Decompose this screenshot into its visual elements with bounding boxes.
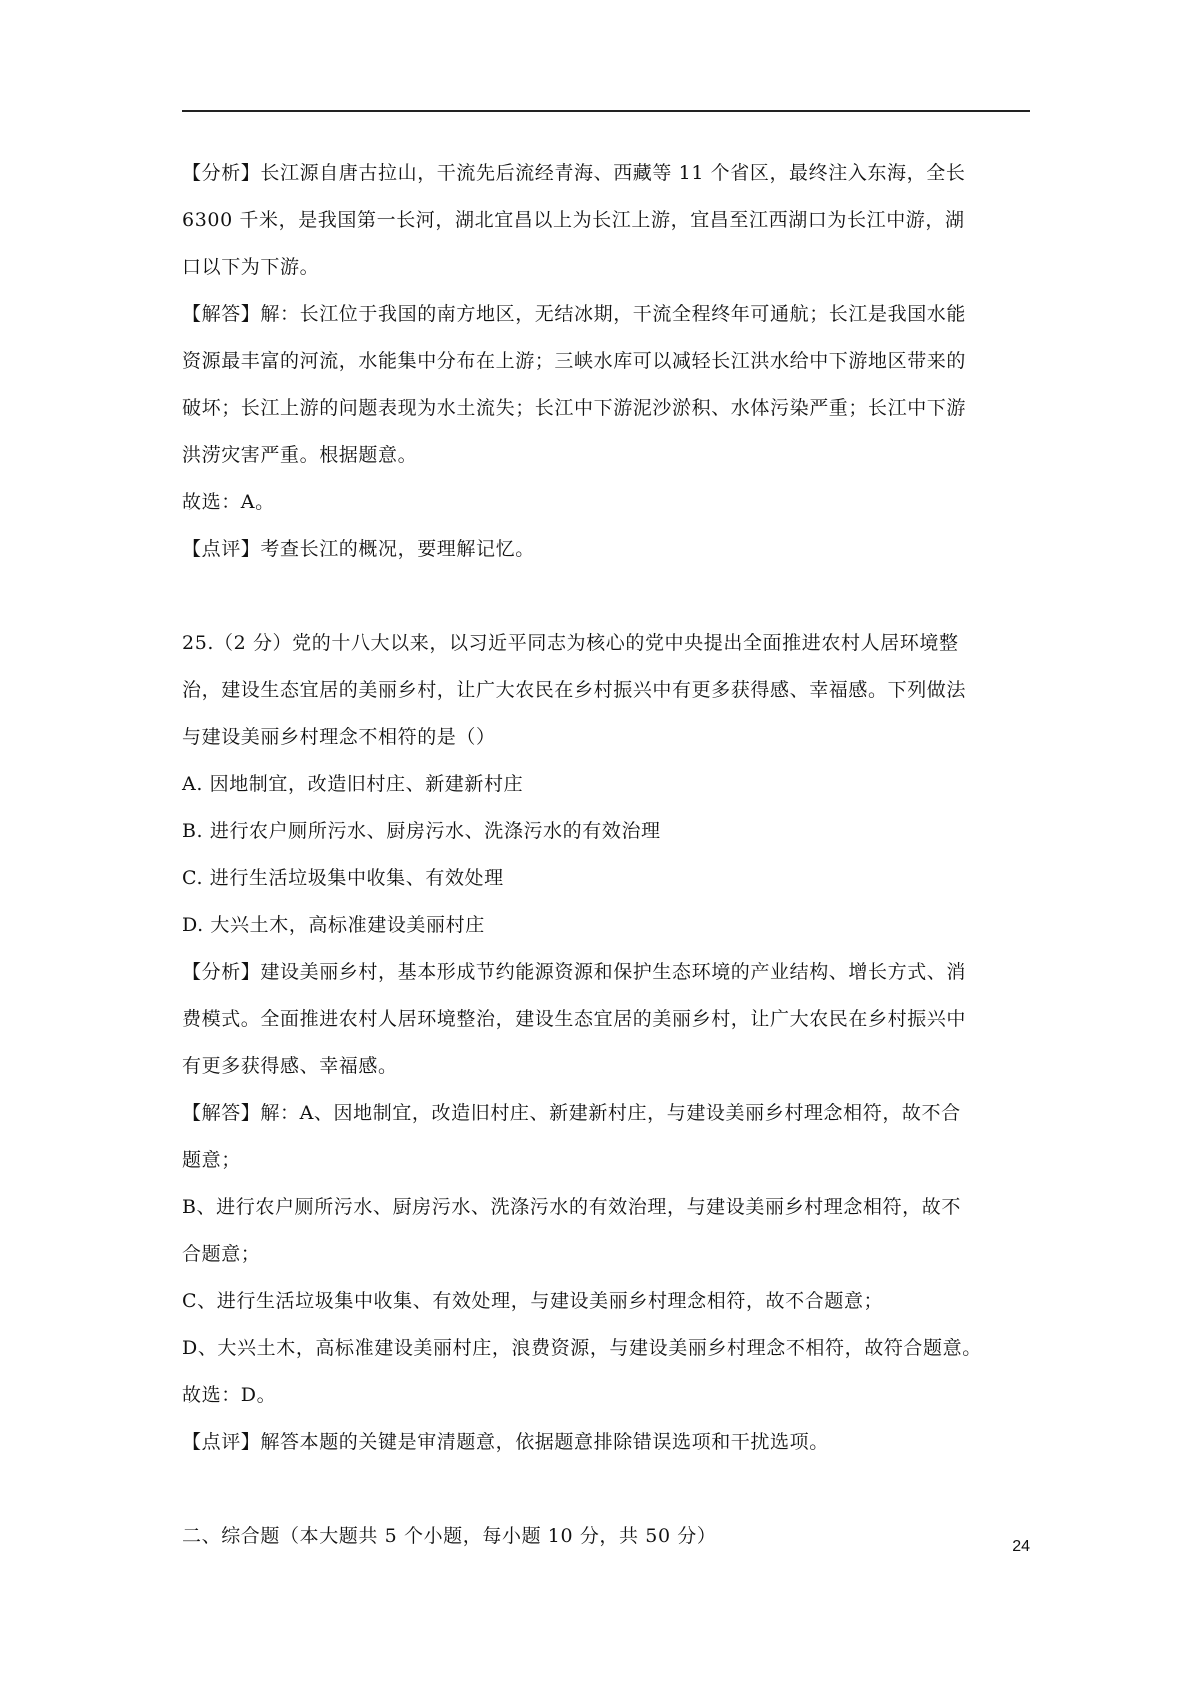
q24-answer-line-4: 洪涝灾害严重。根据题意。: [182, 444, 418, 466]
spacer: [182, 573, 1030, 620]
q24-analysis-line-1: 【分析】长江源自唐古拉山，干流先后流经青海、西藏等 11 个省区，最终注入东海，全长: [182, 162, 966, 184]
q24-comment: 【点评】考查长江的概况，要理解记忆。: [182, 538, 535, 560]
spacer: [182, 1466, 1030, 1513]
q25-option-d: D. 大兴土木，高标准建设美丽村庄: [182, 914, 485, 936]
q25-analysis-line-3: 有更多获得感、幸福感。: [182, 1055, 398, 1077]
q25-stem-line-2: 治，建设生态宜居的美丽乡村，让广大农民在乡村振兴中有更多获得感、幸福感。下列做法: [182, 679, 967, 701]
q24-analysis-line-3: 口以下为下游。: [182, 256, 320, 278]
q25-answer-line-6: D、大兴土木，高标准建设美丽村庄，浪费资源，与建设美丽乡村理念不相符，故符合题意。: [182, 1337, 982, 1359]
q25-stem-line-1: 25.（2 分）党的十八大以来，以习近平同志为核心的党中央提出全面推进农村人居环境整: [182, 632, 959, 654]
q25-answer-line-1: 【解答】解：A、因地制宜，改造旧村庄、新建新村庄，与建设美丽乡村理念相符，故不合: [182, 1102, 961, 1124]
q25-answer-line-2: 题意；: [182, 1149, 241, 1171]
page-content: [182, 150, 1030, 1560]
q25-analysis-line-2: 费模式。全面推进农村人居环境整治，建设生态宜居的美丽乡村，让广大农民在乡村振兴中: [182, 1008, 967, 1030]
q25-answer-line-3: B、进行农户厕所污水、厨房污水、洗涤污水的有效治理，与建设美丽乡村理念相符，故不: [182, 1196, 961, 1218]
q24-analysis-line-2: 6300 千米，是我国第一长河，湖北宜昌以上为长江上游，宜昌至江西湖口为长江中游，湖: [182, 209, 965, 231]
q24-answer-line-2: 资源最丰富的河流，水能集中分布在上游；三峡水库可以减轻长江洪水给中下游地区带来的: [182, 350, 967, 372]
q25-stem-line-3: 与建设美丽乡村理念不相符的是（）: [182, 726, 496, 748]
q25-option-c: C. 进行生活垃圾集中收集、有效处理: [182, 867, 504, 889]
q25-analysis-line-1: 【分析】建设美丽乡村，基本形成节约能源资源和保护生态环境的产业结构、增长方式、消: [182, 961, 967, 983]
q24-answer-line-1: 【解答】解：长江位于我国的南方地区，无结冰期，干流全程终年可通航；长江是我国水能: [182, 303, 967, 325]
section-heading: 二、综合题（本大题共 5 个小题，每小题 10 分，共 50 分）: [182, 1525, 717, 1547]
q25-choice: 故选：D。: [182, 1384, 277, 1406]
q25-comment: 【点评】解答本题的关键是审清题意，依据题意排除错误选项和干扰选项。: [182, 1431, 829, 1453]
header-rule: [182, 110, 1030, 112]
page-number: 24: [1012, 1538, 1030, 1555]
q25-answer-line-5: C、进行生活垃圾集中收集、有效处理，与建设美丽乡村理念相符，故不合题意；: [182, 1290, 884, 1312]
q25-answer-line-4: 合题意；: [182, 1243, 261, 1265]
q25-option-a: A. 因地制宜，改造旧村庄、新建新村庄: [182, 773, 524, 795]
q24-answer-line-3: 破坏；长江上游的问题表现为水土流失；长江中下游泥沙淤积、水体污染严重；长江中下游: [182, 397, 967, 419]
q25-option-b: B. 进行农户厕所污水、厨房污水、洗涤污水的有效治理: [182, 820, 661, 842]
q24-choice: 故选：A。: [182, 491, 275, 513]
